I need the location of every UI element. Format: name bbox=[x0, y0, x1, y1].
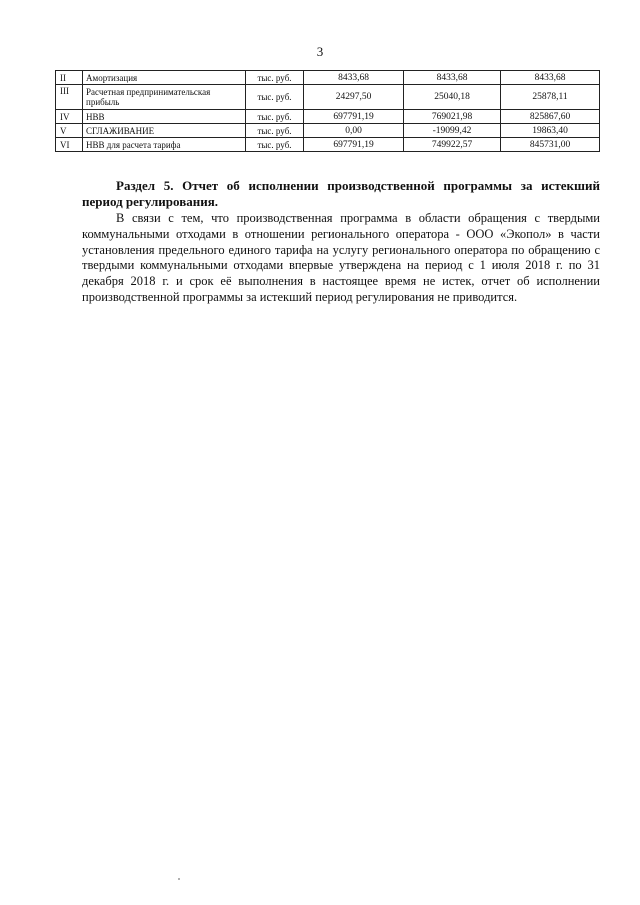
row-value-1: 0,00 bbox=[304, 124, 404, 138]
scan-speck bbox=[178, 878, 180, 880]
row-value-3: 8433,68 bbox=[501, 71, 600, 85]
row-value-3: 825867,60 bbox=[501, 110, 600, 124]
row-unit: тыс. руб. bbox=[246, 71, 304, 85]
row-value-3: 19863,40 bbox=[501, 124, 600, 138]
table-row bbox=[56, 110, 600, 124]
row-name: СГЛАЖИВАНИЕ bbox=[83, 124, 246, 138]
row-value-2: 25040,18 bbox=[404, 85, 501, 110]
row-number: V bbox=[56, 124, 83, 138]
row-unit: тыс. руб. bbox=[246, 85, 304, 110]
row-number: III bbox=[56, 85, 83, 110]
row-value-2: 8433,68 bbox=[404, 71, 501, 85]
section-title: Раздел 5. Отчет об исполнении производственной программы за истекший период регулирования. bbox=[82, 178, 600, 209]
row-value-3: 845731,00 bbox=[501, 138, 600, 152]
row-value-2: 749922,57 bbox=[404, 138, 501, 152]
row-name: Расчетная предпринимательская прибыль bbox=[83, 85, 246, 110]
row-number: VI bbox=[56, 138, 83, 152]
table-row bbox=[56, 71, 600, 85]
row-name: Амортизация bbox=[83, 71, 246, 85]
row-number: II bbox=[56, 71, 83, 85]
row-value-3: 25878,11 bbox=[501, 85, 600, 110]
row-name: НВВ bbox=[83, 110, 246, 124]
row-value-1: 697791,19 bbox=[304, 138, 404, 152]
table-row bbox=[56, 85, 600, 110]
page-number: 3 bbox=[316, 44, 324, 59]
row-name: НВВ для расчета тарифа bbox=[83, 138, 246, 152]
row-value-1: 697791,19 bbox=[304, 110, 404, 124]
table-row bbox=[56, 124, 600, 138]
row-value-1: 8433,68 bbox=[304, 71, 404, 85]
row-unit: тыс. руб. bbox=[246, 110, 304, 124]
row-value-2: -19099,42 bbox=[404, 124, 501, 138]
section-body-paragraph: В связи с тем, что производственная программа в области обращения с твердыми коммунальными отходами в отношении регионального оператора - ООО «Экопол» в части установления предельного единого тарифа на услугу регионального оператора по обращению с твердыми коммунальными отходами впервые утверждена на период с 1 июля 2018 г. по 31 декабря 2018 г. и срок её выполнения в настоящее время не истек, отчет об исполнении производственной программы за истекший период регулирования не приводится. bbox=[82, 211, 600, 304]
row-value-2: 769021,98 bbox=[404, 110, 501, 124]
row-unit: тыс. руб. bbox=[246, 138, 304, 152]
row-number: IV bbox=[56, 110, 83, 124]
row-value-1: 24297,50 bbox=[304, 85, 404, 110]
table-row bbox=[56, 138, 600, 152]
tariff-table bbox=[55, 70, 600, 152]
row-unit: тыс. руб. bbox=[246, 124, 304, 138]
